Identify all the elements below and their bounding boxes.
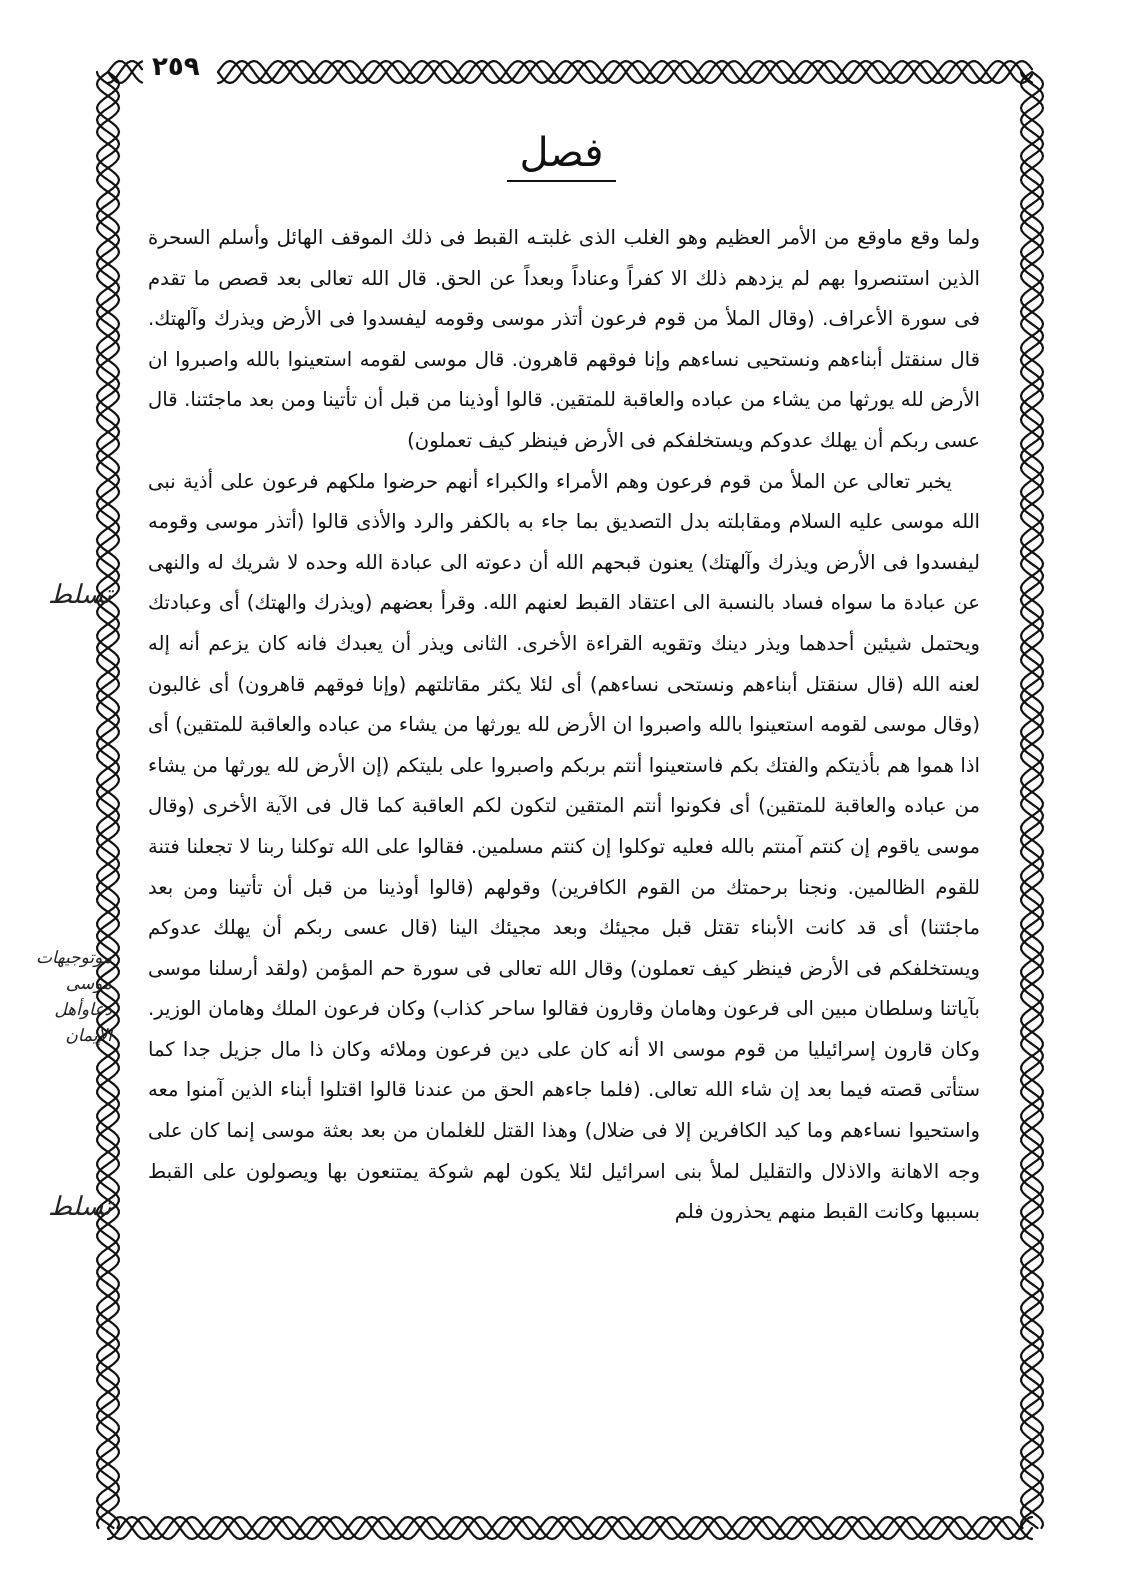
- border-strand: [1021, 72, 1043, 1528]
- chapter-heading: [0, 130, 1123, 182]
- body-text: [148, 218, 980, 1233]
- border-strand: [97, 72, 119, 1528]
- border-strand: [97, 72, 119, 1528]
- paragraph-2: يخبر تعالى عن الملأ من قوم فرعون وهم الأمراء والكبراء أنهم حرضوا ملكهم فرعون على أذية نبى الله موسى عليه السلام ومقابلته بدل التصديق بما جاء به بالكفر والرد والأذى قالوا (أتذر موسى وقومه ليفسدوا فى الأرض ويذرك وآلهتك) يعنون قبحهم الله أن دعوته الى عبادة الله وحده لا شريك له والنهى عن عبادة ما سواه فساد بالنسبة الى اعتقاد القبط لعنهم الله. وقرأ بعضهم (ويذرك والهتك) أى وعبادتك ويحتمل شيئين أحدهما ويذر دينك وتقويه القراءة الأخرى. الثانى ويذر أن يعبدك فانه كان يزعم أنه إله لعنه الله (قال سنقتل أبناءهم ونستحى نساءهم) أى لئلا يكثر مقاتلتهم (وإنا فوقهم قاهرون) أى غالبون (وقال موسى لقومه استعينوا بالله واصبروا ان الأرض لله يورثها من يشاء من عباده والعاقبة للمتقين) أى اذا هموا هم بأذيتكم والفتك بكم فاستعينوا أنتم بربكم واصبروا على بليتكم (إن الأرض لله يورثها من يشاء من عباده والعاقبة للمتقين) أى فكونوا أنتم المتقين لتكون لكم العاقبة كما قال فى الآية الأخرى (وقال موسى ياقوم إن كنتم آمنتم بالله فعليه توكلوا إن كنتم مسلمين. فقالوا على الله توكلنا ربنا لا تجعلنا فتنة للقوم الظالمين. ونجنا برحمتك من القوم الكافرين) وقولهم (قالوا أوذينا من قبل أن تأتينا ومن بعد ماجئتنا) أى قد كانت الأبناء تقتل قبل مجيئك وبعد مجيئك الينا (قال عسى ربكم أن يهلك عدوكم ويستخلفكم فى الأرض فينظر كيف تعملون) وقال الله تعالى فى سورة حم المؤمن (ولقد أرسلنا موسى بآياتنا وسلطان مبين الى فرعون وهامان وقارون فقالوا ساحر كذاب) وكان فرعون الملك وهامان الوزير. وكان قارون إسرائيليا من قوم موسى الا أنه كان على دين فرعون وملائه وكان ذا مال جزيل جدا كما ستأتى قصته فيما بعد إن شاء الله تعالى. (فلما جاءهم الحق من عندنا قالوا اقتلوا أبناء الذين آمنوا معه واستحيوا نساءهم وما كيد الكافرين إلا فى ضلال) وهذا القتل للغلمان من بعد بعثة موسى إنما كان على وجه الاهانة والاذلال والتقليل لملأ بنى اسرائيل لئلا يكون لهم شوكة يمتنعون بها ويصولون على القبط بسببها وكانت القبط منهم يحذرون فلم: [148, 469, 980, 1224]
- chapter-heading-text: فصل: [507, 130, 615, 182]
- margin-note-1: تسلط: [48, 580, 112, 610]
- border-strand: [97, 72, 119, 1528]
- margin-note-2: موتوجيهات موسى دعاوأهل الإيمان: [35, 948, 112, 1046]
- border-strand: [1021, 72, 1043, 1528]
- page-number: ٢٥٩: [152, 52, 200, 82]
- border-strand: [218, 61, 1032, 83]
- margin-note-3: تسلط: [48, 1192, 112, 1222]
- border-strand: [1021, 72, 1043, 1528]
- paragraph-1: ولما وقع ماوقع من الأمر العظيم وهو الغلب الذى غلبتـه القبط فى ذلك الموقف الهائل وأسلم السحرة الذين استنصروا بهم لم يزدهم ذلك الا كفراً وعناداً وبعداً عن الحق. قال الله تعالى بعد قصص ما تقدم فى سورة الأعراف. (وقال الملأ من قوم فرعون أتذر موسى وقومه ليفسدوا فى الأرض ويذرك وآلهتك. قال سنقتل أبناءهم ونستحيى نساءهم وإنا فوقهم قاهرون. قال موسى لقومه استعينوا بالله واصبروا ان الأرض لله يورثها من يشاء من عباده والعاقبة للمتقين. قالوا أوذينا من قبل أن تأتينا ومن بعد ماجئتنا. قال عسى ربكم أن يهلك عدوكم ويستخلفكم فى الأرض فينظر كيف تعملون): [148, 226, 980, 452]
